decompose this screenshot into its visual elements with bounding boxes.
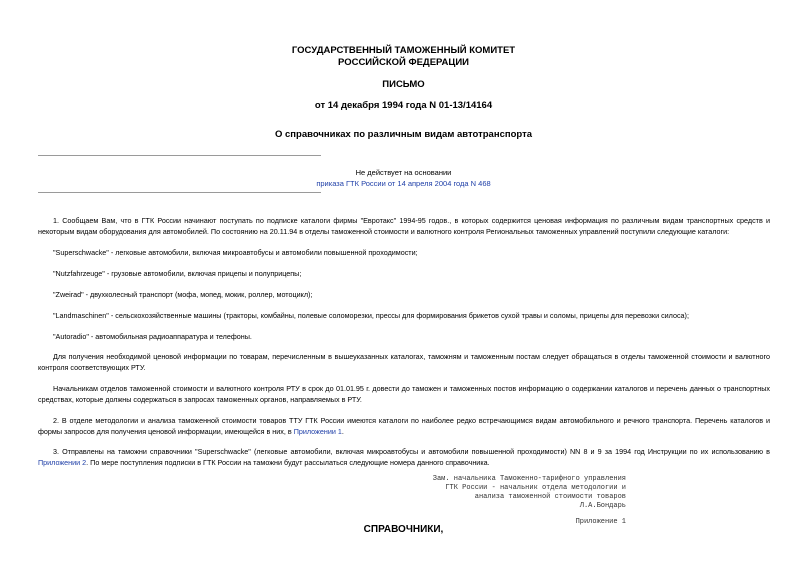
paragraph-4-end: . (341, 427, 344, 436)
paragraph-5 (38, 446, 770, 468)
document-date: от 14 декабря 1994 года N 01-13/14164 (314, 100, 493, 111)
signature-line: ГТК России - начальник отдела методологии и (445, 484, 626, 492)
appendix-1-link[interactable]: Приложении 1 (293, 427, 342, 436)
org-name-line2: РОССИЙСКОЙ ФЕДЕРАЦИИ (337, 57, 469, 68)
signature-line: анализа таможенной стоимости товаров (474, 493, 626, 501)
document-title: О справочниках по различным видам автотранспорта (274, 129, 533, 140)
section-heading: СПРАВОЧНИКИ, (363, 524, 444, 535)
list-item: "Zweirad" - двухколесный транспорт (мофа, мопед, мокик, роллер, мотоцикл); (53, 290, 313, 299)
list-item: "Autoradio" - автомобильная радиоаппаратура и телефоны. (53, 332, 252, 341)
list-item: "Landmaschinen" - сельскохозяйственные машины (тракторы, комбайны, полевые соломорезки, прессы для формирования брикетов сухой травы и соломы, прицепы для перевозки силоса); (53, 311, 689, 320)
appendix-2-link[interactable]: Приложении 2 (38, 458, 87, 467)
paragraph-3: Начальникам отделов таможенной стоимости и валютного контроля РТУ в срок до 01.01.95 г. довести до таможен и таможенных постов информацию о содержании каталогов и перечень данных о транспортных средствах, которые должны содержаться в запросах таможенных органов, направляемых в РТУ. (38, 384, 770, 404)
paragraph-2: Для получения необходимой ценовой информации по товарам, перечисленным в вышеуказанных каталогах, таможням и таможенным постам следует обращаться в отделы таможенной стоимости и валютного контроля соответствующих РТУ. (38, 352, 770, 372)
paragraph-5-end: . По мере поступления подписки в ГТК России на таможни будут рассылаться следующие номера данного справочника. (86, 458, 490, 467)
org-name-line1: ГОСУДАРСТВЕННЫЙ ТАМОЖЕННЫЙ КОМИТЕТ (291, 45, 516, 56)
paragraph-1: 1. Сообщаем Вам, что в ГТК России начинают поступать по подписке каталоги фирмы "Евротакс" 1994-95 годов., в которых содержится ценовая информация по различным видам транспортных средств и некоторым видам оборудования для автомобилей. По состоянию на 20.11.94 в отделы таможенной стоимости и валютного контроля Региональных таможенных управлений поступили следующие каталоги: (38, 216, 770, 236)
signature-block (366, 475, 626, 511)
status-link[interactable]: приказа ГТК России от 14 апреля 2004 года N 468 (316, 179, 491, 188)
document-type: ПИСЬМО (382, 79, 425, 90)
paragraph-5-text: 3. Отправлены на таможни справочники "Superschwacke" (легковые автомобили, включая микроавтобусы и автомобили повышенной проходимости) NN 8 и 9 за 1994 год Инструкции по их использованию в (53, 447, 770, 456)
appendix-label: Приложение 1 (575, 518, 626, 526)
signature-name: Л.А.Бондарь (579, 502, 626, 510)
divider-bottom (38, 192, 321, 193)
paragraph-4-text: 2. В отделе методологии и анализа таможенной стоимости товаров ТТУ ГТК России имеются каталоги по наиболее редко встречающимся видам автомобильного и речного транспорта. Перечень каталогов и формы запросов для получения ценовой информации, имеющейся в них, в (38, 416, 770, 436)
signature-line: Зам. начальника Таможенно-тарифного управления (432, 475, 626, 483)
paragraph-4 (38, 415, 770, 437)
list-item: "Superschwacke" - легковые автомобили, включая микроавтобусы и автомобили повышенной проходимости; (53, 248, 418, 257)
status-note: Не действует на основании (355, 168, 452, 177)
divider-top (38, 155, 321, 156)
list-item: "Nutzfahrzeuge" - грузовые автомобили, включая прицепы и полуприцепы; (53, 269, 302, 278)
